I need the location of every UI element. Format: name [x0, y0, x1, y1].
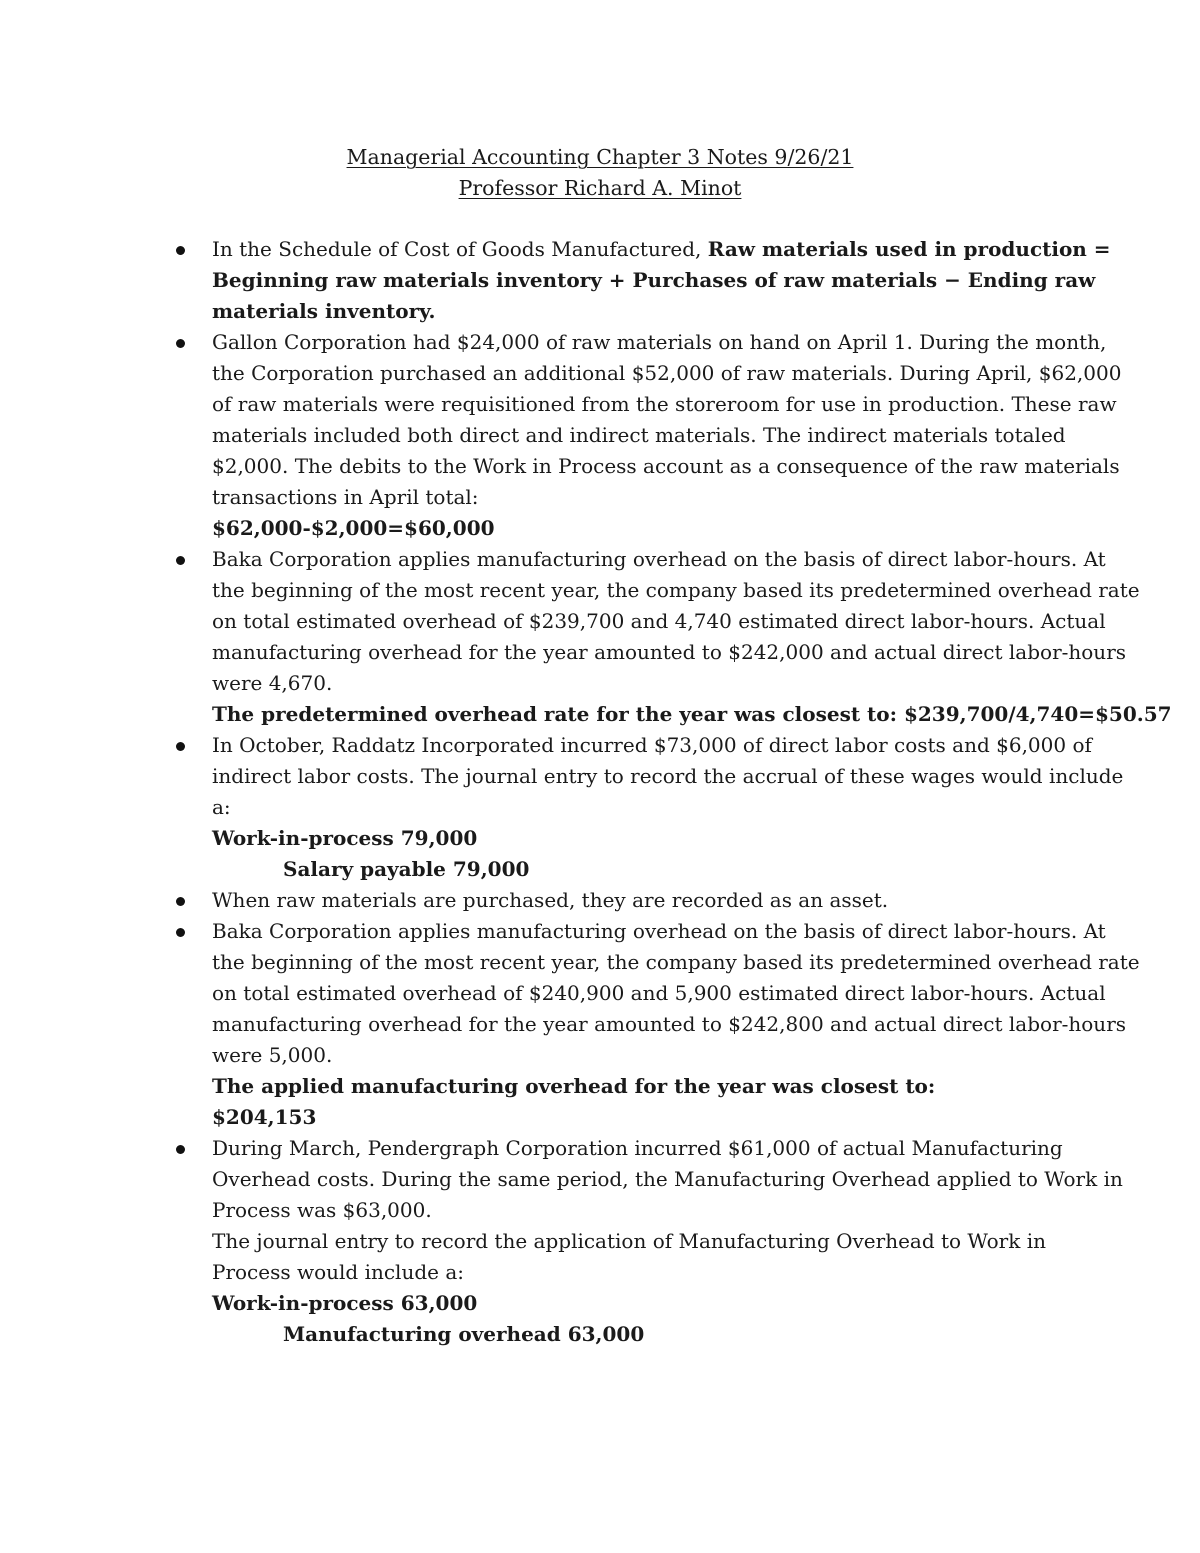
note-text: materials included both direct and indirect materials. The indirect materials totaled: [212, 423, 1066, 447]
note-item: [212, 1133, 1123, 1350]
note-text: When raw materials are purchased, they are recorded as an asset.: [212, 888, 889, 912]
bullet-icon: [176, 742, 185, 751]
note-text: Gallon Corporation had $24,000 of raw materials on hand on April 1. During the month,: [212, 330, 1107, 354]
note-text: Baka Corporation applies manufacturing overhead on the basis of direct labor-hours. At: [212, 919, 1106, 943]
note-line: [212, 296, 1082, 327]
bullet-icon: [176, 339, 185, 348]
note-text: on total estimated overhead of $240,900 and 5,900 estimated direct labor-hours. Actual: [212, 981, 1106, 1005]
note-text: of raw materials were requisitioned from the storeroom for use in production. These raw: [212, 392, 1117, 416]
note-line: [212, 1319, 1082, 1350]
note-text: indirect labor costs. The journal entry to record the accrual of these wages would include: [212, 764, 1124, 788]
note-line: [212, 1195, 1082, 1226]
note-line: [212, 1009, 1127, 1040]
note-bold-text: Salary payable 79,000: [283, 857, 530, 881]
note-line: [212, 1071, 1082, 1102]
note-text: Overhead costs. During the same period, the Manufacturing Overhead applied to Work in: [212, 1167, 1123, 1191]
note-line: [212, 234, 1111, 265]
note-bold-text: The applied manufacturing overhead for the year was closest to:: [212, 1074, 936, 1098]
note-bold-text: $62,000-$2,000=$60,000: [212, 516, 495, 540]
bullet-icon: [176, 897, 185, 906]
note-bold-text: The predetermined overhead rate for the year was closest to: $239,700/4,740=$50.57: [212, 702, 1172, 726]
note-line: [212, 1164, 1123, 1195]
note-line: [212, 606, 1106, 637]
note-bold-text: $204,153: [212, 1105, 317, 1129]
note-line: [212, 916, 1106, 947]
note-text: manufacturing overhead for the year amounted to $242,800 and actual direct labor-hours: [212, 1012, 1127, 1036]
note-text: Process would include a:: [212, 1260, 464, 1284]
note-text: In October, Raddatz Incorporated incurred $73,000 of direct labor costs and $6,000 of: [212, 733, 1092, 757]
bullet-icon: [176, 556, 185, 565]
note-text: a:: [212, 795, 231, 819]
note-line: [212, 513, 1082, 544]
note-bold-text: Raw materials used in production =: [707, 237, 1111, 261]
note-line: [212, 327, 1107, 358]
note-text: were 4,670.: [212, 671, 333, 695]
note-bold-text: Manufacturing overhead 63,000: [283, 1322, 645, 1346]
note-bold-text: Work-in-process 79,000: [212, 826, 478, 850]
note-bold-text: Work-in-process 63,000: [212, 1291, 478, 1315]
note-bold-text: materials inventory.: [212, 299, 436, 323]
note-line: [212, 482, 1082, 513]
note-text: on total estimated overhead of $239,700 and 4,740 estimated direct labor-hours. Actual: [212, 609, 1106, 633]
note-line: [212, 699, 1172, 730]
note-text: In the Schedule of Cost of Goods Manufactured,: [212, 237, 708, 261]
note-line: [212, 1226, 1082, 1257]
note-text: The journal entry to record the application of Manufacturing Overhead to Work in: [212, 1229, 1046, 1253]
note-line: [212, 1102, 1082, 1133]
note-line: [212, 544, 1106, 575]
note-line: [212, 668, 1082, 699]
note-item: [212, 327, 1122, 544]
professor-name: Professor Richard A. Minot: [458, 176, 742, 200]
note-text: $2,000. The debits to the Work in Process account as a consequence of the raw materials: [212, 454, 1120, 478]
note-text: the beginning of the most recent year, the company based its predetermined overhead rate: [212, 578, 1140, 602]
note-item: [212, 916, 1140, 1133]
note-item: [212, 544, 1172, 730]
note-line: [212, 637, 1127, 668]
note-line: [212, 885, 1082, 916]
note-line: [212, 730, 1092, 761]
note-line: [212, 1257, 1082, 1288]
note-text: Baka Corporation applies manufacturing overhead on the basis of direct labor-hours. At: [212, 547, 1106, 571]
bullet-icon: [176, 1145, 185, 1154]
note-line: [212, 358, 1122, 389]
note-line: [212, 575, 1140, 606]
note-line: [212, 947, 1140, 978]
note-line: [212, 420, 1082, 451]
bullet-icon: [176, 928, 185, 937]
note-bold-text: Beginning raw materials inventory + Purchases of raw materials − Ending raw: [212, 268, 1096, 292]
note-line: [212, 792, 1082, 823]
document-title: Managerial Accounting Chapter 3 Notes 9/26/21: [346, 145, 854, 169]
note-line: [212, 1288, 1082, 1319]
note-text: manufacturing overhead for the year amounted to $242,000 and actual direct labor-hours: [212, 640, 1127, 664]
note-line: [212, 389, 1117, 420]
note-line: [212, 761, 1124, 792]
note-text: transactions in April total:: [212, 485, 479, 509]
note-item: [212, 730, 1124, 885]
title-block: [0, 142, 1200, 204]
bullet-icon: [176, 246, 185, 255]
note-line: [212, 265, 1096, 296]
note-item: [212, 234, 1111, 327]
note-text: the beginning of the most recent year, the company based its predetermined overhead rate: [212, 950, 1140, 974]
note-line: [212, 978, 1106, 1009]
note-text: the Corporation purchased an additional $52,000 of raw materials. During April, $62,000: [212, 361, 1122, 385]
notes-list: [212, 234, 1172, 1350]
note-text: Process was $63,000.: [212, 1198, 432, 1222]
note-line: [212, 1133, 1082, 1164]
note-text: were 5,000.: [212, 1043, 333, 1067]
note-line: [212, 1040, 1082, 1071]
note-line: [212, 823, 1082, 854]
note-line: [212, 451, 1120, 482]
note-text: During March, Pendergraph Corporation incurred $61,000 of actual Manufacturing: [212, 1136, 1063, 1160]
note-item: [212, 885, 1082, 916]
note-line: [212, 854, 1082, 885]
